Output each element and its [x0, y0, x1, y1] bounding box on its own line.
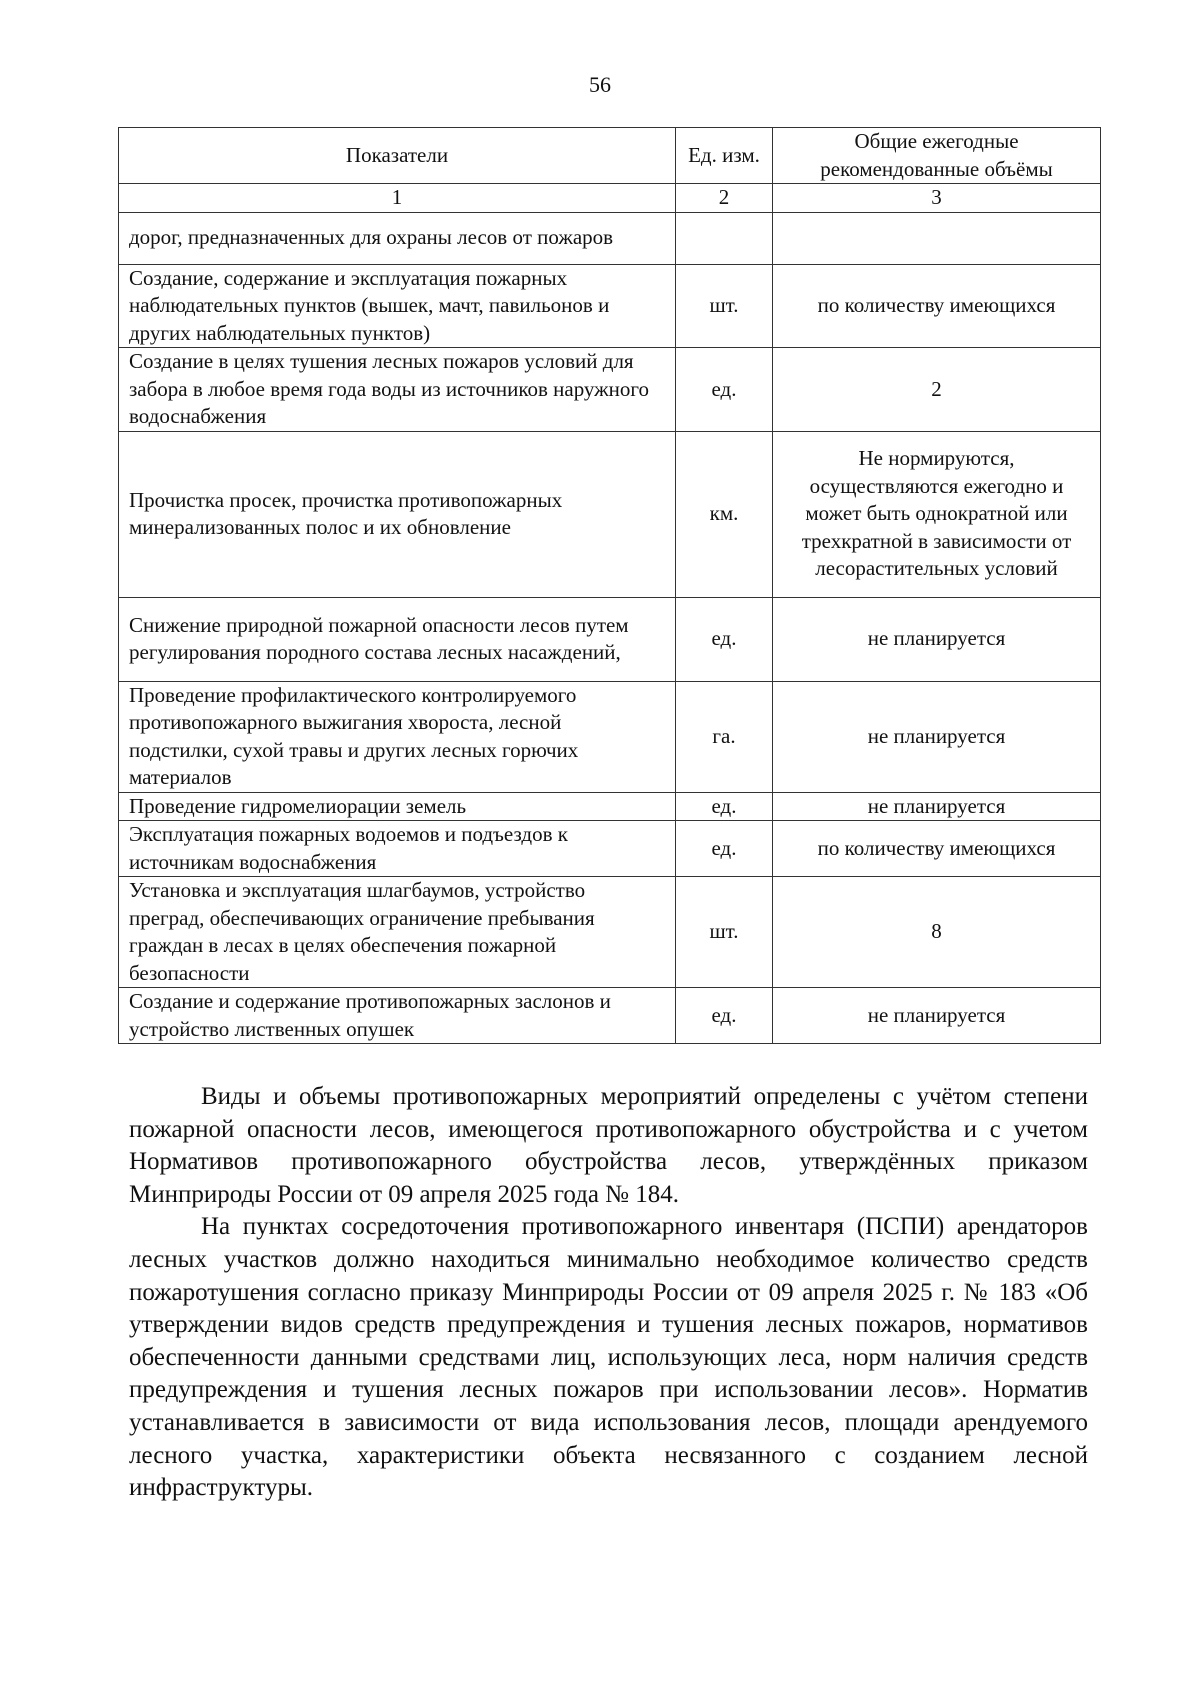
- unit-cell: га.: [676, 681, 773, 792]
- volume-cell: по количеству имеющихся: [773, 821, 1101, 877]
- body-text: [129, 1081, 1088, 1505]
- unit-cell: [676, 212, 773, 264]
- header-indicators: Показатели: [119, 128, 676, 184]
- table-row: [119, 212, 1101, 264]
- volume-cell: 2: [773, 348, 1101, 432]
- volume-cell: не планируется: [773, 988, 1101, 1044]
- table-row: [119, 597, 1101, 681]
- table-row: [119, 264, 1101, 348]
- volume-cell: не планируется: [773, 681, 1101, 792]
- column-number: 2: [676, 184, 773, 213]
- unit-cell: ед.: [676, 348, 773, 432]
- unit-cell: шт.: [676, 264, 773, 348]
- indicator-cell: Прочистка просек, прочистка противопожарных минерализованных полос и их обновление: [119, 431, 676, 597]
- indicator-cell: Создание в целях тушения лесных пожаров условий для забора в любое время года воды из источников наружного водоснабжения: [119, 348, 676, 432]
- table-row: [119, 431, 1101, 597]
- volume-cell: не планируется: [773, 597, 1101, 681]
- indicator-cell: Создание, содержание и эксплуатация пожарных наблюдательных пунктов (вышек, мачт, павильонов и других наблюдательных пунктов): [119, 264, 676, 348]
- volume-cell: не планируется: [773, 792, 1101, 821]
- paragraph: Виды и объемы противопожарных мероприятий определены с учётом степени пожарной опасности лесов, имеющегося противопожарного обустройства и с учетом Нормативов противопожарного обустройства лесов, утверждённых приказом Минприроды России от 09 апреля 2025 года № 184.: [129, 1083, 1088, 1208]
- column-number: 1: [119, 184, 676, 213]
- column-number: 3: [773, 184, 1101, 213]
- unit-cell: шт.: [676, 877, 773, 988]
- table-column-numbers-row: [119, 184, 1101, 213]
- indicator-cell: Эксплуатация пожарных водоемов и подъездов к источникам водоснабжения: [119, 821, 676, 877]
- unit-cell: ед.: [676, 821, 773, 877]
- table-row: [119, 348, 1101, 432]
- paragraph: На пунктах сосредоточения противопожарного инвентаря (ПСПИ) арендаторов лесных участков должно находиться минимально необходимое количество средств пожаротушения согласно приказу Минприроды России от 09 апреля 2025 г. № 183 «Об утверждении видов средств предупреждения и тушения лесных пожаров, нормативов обеспеченности данными средствами лиц, использующих леса, норм наличия средств предупреждения и тушения лесных пожаров при использовании лесов». Норматив устанавливается в зависимости от вида использования лесов, площади арендуемого лесного участка, характеристики объекта несвязанного с созданием лесной инфраструктуры.: [129, 1213, 1088, 1502]
- page-number: 56: [589, 72, 611, 97]
- header-volumes: Общие ежегодные рекомендованные объёмы: [773, 128, 1101, 184]
- unit-cell: км.: [676, 431, 773, 597]
- indicator-cell: Проведение гидромелиорации земель: [119, 792, 676, 821]
- indicator-cell: Проведение профилактического контролируемого противопожарного выжигания хвороста, лесной подстилки, сухой травы и других лесных горючих материалов: [119, 681, 676, 792]
- table-row: [119, 681, 1101, 792]
- table-row: [119, 877, 1101, 988]
- indicator-cell: Установка и эксплуатация шлагбаумов, устройство преград, обеспечивающих ограничение пребывания граждан в лесах в целях обеспечения пожарной безопасности: [119, 877, 676, 988]
- indicator-cell: дорог, предназначенных для охраны лесов от пожаров: [119, 212, 676, 264]
- indicator-cell: Создание и содержание противопожарных заслонов и устройство лиственных опушек: [119, 988, 676, 1044]
- table-row: [119, 821, 1101, 877]
- table-header-row: [119, 128, 1101, 184]
- table-row: [119, 792, 1101, 821]
- table-row: [119, 988, 1101, 1044]
- volume-cell: Не нормируются, осуществляются ежегодно и может быть однократной или трехкратной в зависимости от лесорастительных условий: [773, 431, 1101, 597]
- unit-cell: ед.: [676, 988, 773, 1044]
- unit-cell: ед.: [676, 597, 773, 681]
- fire-measures-table: [118, 127, 1101, 1044]
- indicator-cell: Снижение природной пожарной опасности лесов путем регулирования породного состава лесных насаждений,: [119, 597, 676, 681]
- header-unit: Ед. изм.: [676, 128, 773, 184]
- volume-cell: по количеству имеющихся: [773, 264, 1101, 348]
- volume-cell: 8: [773, 877, 1101, 988]
- unit-cell: ед.: [676, 792, 773, 821]
- volume-cell: [773, 212, 1101, 264]
